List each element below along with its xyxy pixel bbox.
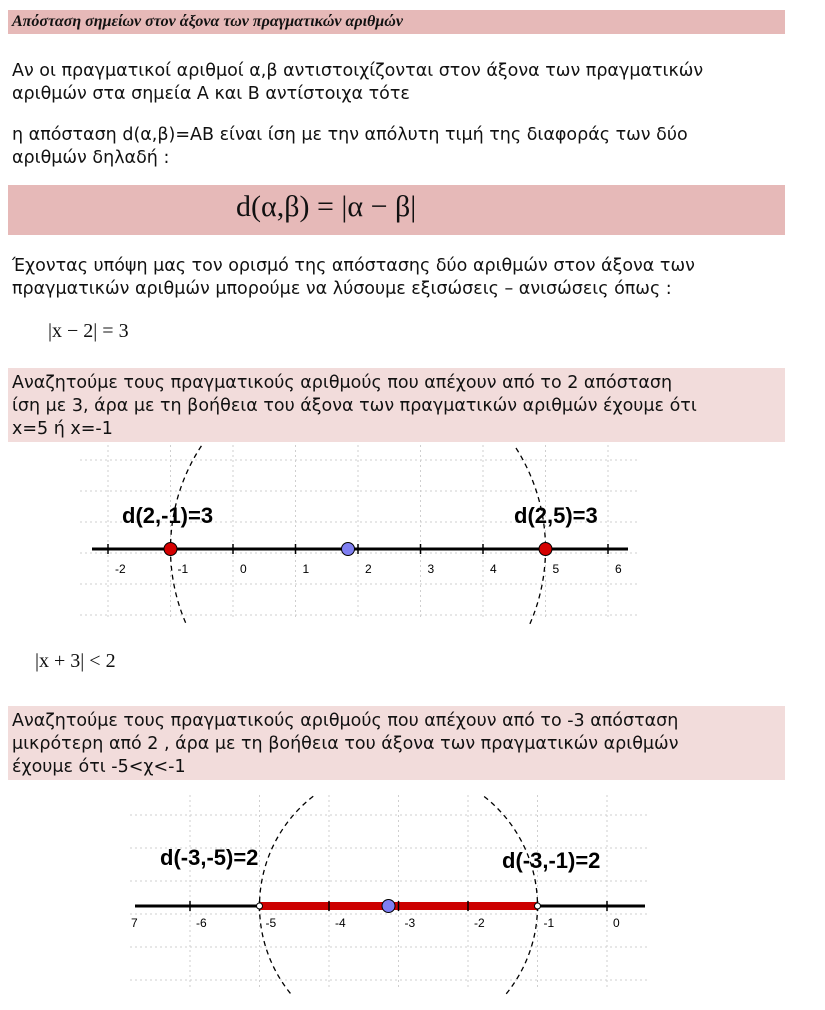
tick-label: -2 [115,562,126,576]
tick-label: 3 [427,562,435,576]
explanation-line: Αναζητούμε τους πραγματικούς αριθμούς που απέχουν από το 2 απόσταση [12,373,673,393]
tick-label: 6 [615,562,622,576]
tick-label: -1 [543,916,555,930]
tick-label: 4 [490,562,497,576]
context-paragraph [12,255,792,301]
example1-explanation [12,372,787,441]
distance-label-left: d(2,-1)=3 [122,503,214,528]
number-line-figure-2 [0,795,825,995]
tick-label: -2 [474,916,485,930]
tick-label: 1 [302,562,310,576]
solution-point [164,543,177,556]
center-point [382,900,395,913]
distance-label-right: d(2,5)=3 [514,503,598,528]
distance-label-right: d(-3,-1)=2 [502,848,601,873]
explanation-line: έχουμε ότι -5<χ<-1 [12,757,186,777]
interval-endpoint [535,903,541,909]
tick-label: 0 [613,916,620,930]
page-title: Απόσταση σημείων στον άξονα των πραγματικών αριθμών [12,13,403,30]
tick-label: -1 [177,562,189,576]
example1-equation: |x − 2| = 3 [48,320,129,342]
center-point [342,543,355,556]
tick-label: 5 [552,562,560,576]
context-line: πραγματικών αριθμών μπορούμε να λύσουμε εξισώσεις – ανισώσεις όπως : [12,279,672,299]
explanation-line: ίση με 3, άρα με τη βοήθεια του άξονα των πραγματικών αριθμών έχουμε ότι [12,396,697,416]
example2-explanation [12,710,787,779]
intro-line: αριθμών στα σημεία Α και Β αντίστοιχα τότε [12,84,410,104]
explanation-line: Αναζητούμε τους πραγματικούς αριθμούς που απέχουν από το -3 απόσταση [12,711,679,731]
context-line: Έχοντας υπόψη μας τον ορισμό της απόστασης δύο αριθμών στον άξονα των [12,256,695,276]
example2-inequality: |x + 3| < 2 [35,650,116,672]
explanation-line: μικρότερη από 2 , άρα με τη βοήθεια του άξονα των πραγματικών αριθμών [12,734,679,754]
distance-label-left: d(-3,-5)=2 [160,845,259,870]
definition-paragraph [12,124,792,170]
distance-formula: d(α,β) = |α − β| [236,190,417,223]
tick-label: -6 [196,916,207,930]
tick-label: 2 [365,562,372,576]
tick-label: -5 [265,916,277,930]
number-line-figure-1 [0,445,825,625]
tick-label: -4 [335,916,346,930]
tick-label: 0 [240,562,247,576]
intro-line: Αν οι πραγματικοί αριθμοί α,β αντιστοιχίζονται στον άξονα των πραγματικών [12,61,704,81]
interval-endpoint [257,903,263,909]
intro-paragraph [12,60,792,106]
definition-line: η απόσταση d(α,β)=ΑΒ είναι ίση με την απόλυτη τιμή της διαφοράς των δύο [12,125,688,145]
solution-point [539,543,552,556]
explanation-line: x=5 ή x=-1 [12,419,113,439]
tick-label: -3 [404,916,416,930]
definition-line: αριθμών δηλαδή : [12,148,170,168]
tick-label-clipped: 7 [131,916,138,930]
